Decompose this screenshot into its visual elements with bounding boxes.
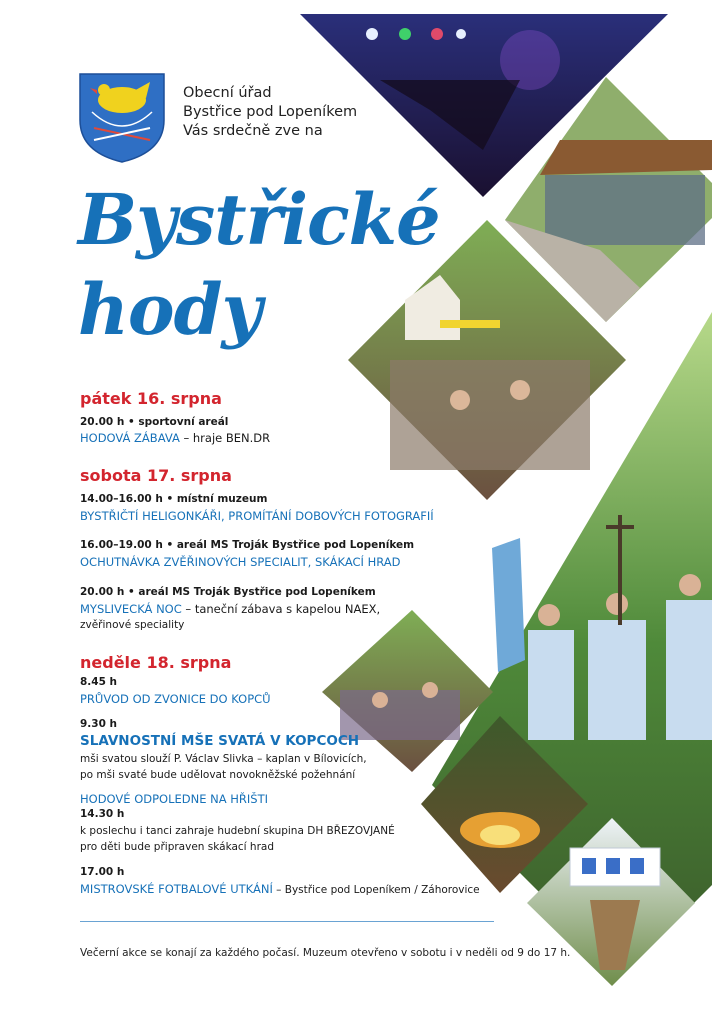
sunday-event-4-time: 17.00 h xyxy=(80,866,125,878)
footer-note: Večerní akce se konají za každého počasí. Muzeum otevřeno v sobotu i v neděli od 9 do 17 h. xyxy=(80,947,571,959)
sunday-event-3-line-1: k poslechu i tanci zahraje hudební skupina DH BŘEZOVJANÉ xyxy=(80,825,395,837)
sunday-event-3-title: HODOVÉ ODPOLEDNE NA HŘIŠTI xyxy=(80,792,269,806)
event-title-line-2: hody xyxy=(78,268,262,351)
saturday-event-1-meta: 14.00–16.00 h • místní muzeum xyxy=(80,493,268,505)
saturday-event-3-meta: 20.00 h • areál MS Troják Bystřice pod Lopeníkem xyxy=(80,586,376,598)
saturday-event-2-title: OCHUTNÁVKA ZVĚŘINOVÝCH SPECIALIT, SKÁKACÍ HRAD xyxy=(80,555,401,569)
saturday-event-1-title: BYSTŘIČTÍ HELIGONKÁŘI, PROMÍTÁNÍ DOBOVÝCH FOTOGRAFIÍ xyxy=(80,509,434,523)
friday-event-title: HODOVÁ ZÁBAVA xyxy=(80,431,180,445)
sunday-event-4 xyxy=(80,882,480,896)
saturday-event-3 xyxy=(80,602,380,616)
coat-of-arms-icon xyxy=(80,74,164,162)
sunday-event-4-tail: – Bystřice pod Lopeníkem / Záhorovice xyxy=(272,884,480,896)
sunday-event-4-title: MISTROVSKÉ FOTBALOVÉ UTKÁNÍ xyxy=(80,882,273,896)
friday-time-place: 20.00 h • sportovní areál xyxy=(80,416,229,428)
event-title-line-1: Bystřické xyxy=(78,178,440,261)
sunday-event-1-title: PRŮVOD OD ZVONICE DO KOPCŮ xyxy=(80,692,271,706)
sunday-event-3-line-2: pro děti bude připraven skákací hrad xyxy=(80,841,275,853)
saturday-event-3-tail: – taneční zábava s kapelou NAEX, xyxy=(181,602,381,616)
day-heading-friday: pátek 16. srpna xyxy=(80,389,222,408)
organizer-line-1: Obecní úřad xyxy=(183,85,272,101)
divider xyxy=(80,921,494,922)
day-heading-saturday: sobota 17. srpna xyxy=(80,466,232,485)
sunday-event-1-time: 8.45 h xyxy=(80,676,118,688)
day-heading-sunday: neděle 18. srpna xyxy=(80,653,232,672)
sunday-event-2-line-1: mši svatou slouží P. Václav Slivka – kaplan v Bílovicích, xyxy=(80,753,367,765)
saturday-event-3-title: MYSLIVECKÁ NOC xyxy=(80,602,182,616)
organizer-line-2: Bystřice pod Lopeníkem xyxy=(183,104,358,120)
sunday-event-3-time: 14.30 h xyxy=(80,808,125,820)
organizer-line-3: Vás srdečně zve na xyxy=(183,123,323,139)
sunday-event-2-line-2: po mši svaté bude udělovat novokněžské požehnání xyxy=(80,769,356,781)
friday-event xyxy=(80,431,270,445)
sunday-event-2-title: SLAVNOSTNÍ MŠE SVATÁ V KOPCOCH xyxy=(80,733,360,749)
saturday-event-3-line-2: zvěřinové speciality xyxy=(80,619,185,631)
saturday-event-2-meta: 16.00–19.00 h • areál MS Troják Bystřice pod Lopeníkem xyxy=(80,539,415,551)
friday-event-tail: – hraje BEN.DR xyxy=(179,431,271,445)
organizer-block xyxy=(183,84,357,141)
sunday-event-2-time: 9.30 h xyxy=(80,718,118,730)
